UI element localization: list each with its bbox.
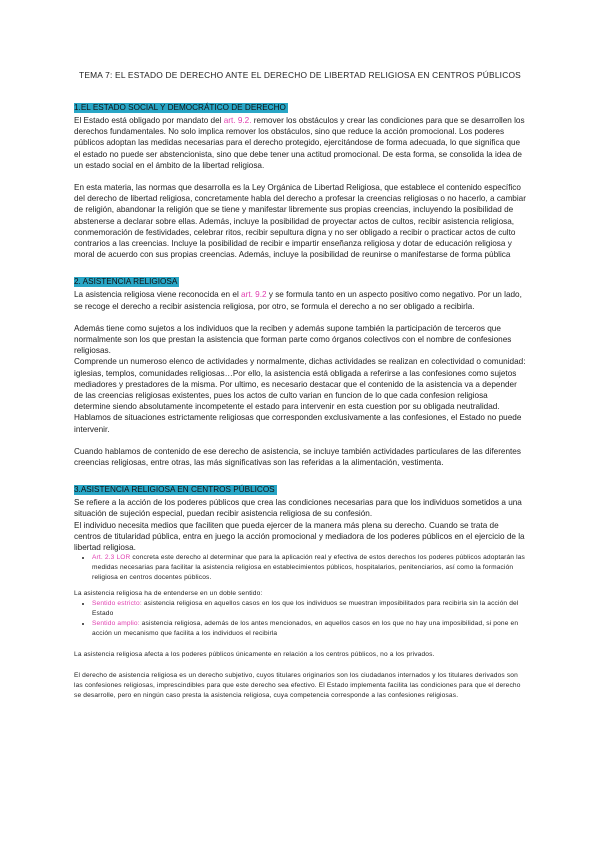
article-link[interactable]: Art. 2.3 LOR (92, 554, 131, 562)
list-item (92, 553, 526, 583)
text-run: asistencia religiosa, además de los antes mencionados, en aquellos casos en los que no hay una imposibilidad, si pone en acción un mecanismo que facilita a los individuos el recibirla (92, 620, 519, 638)
section-1-paragraph-2: En esta materia, las normas que desarrolla es la Ley Orgánica de Libertad Religiosa, que establece el contenido específico del derecho de libertad religiosa, concretamente habla del derecho a profesar la creencias religiosas o no hacerlo, a cambiar de religión, abandonar la religión que se tiene y manifestar libremente sus propias creencias, incluyendo la posibilidad de abstenerse a declarar sobre ellas. Además, incluye la posibilidad de proyectar actos de cultos, recibir asistencia religiosa, conmemoración de festividades, celebrar ritos, recibir sepultura digna y no ser obligado a recibir o practicar actos de culto contrarios a las creencias. Incluye la posibilidad de recibir e impartir enseñanza religiosa y dotar de educación religiosa y moral de acuerdo con sus propias creencias. Además, incluye la posibilidad de reunirse o manifestarse de forma pública (74, 183, 526, 260)
text-run: y se formula tanto en un aspecto positivo como negativo. Por un lado, se recoge el derecho a recibir asistencia religiosa, por otro, se formula el derecho a no ser obligado a recibirla. (74, 290, 522, 311)
text-run: concreta este derecho al determinar que para la aplicación real y efectiva de estos derechos los poderes públicos adoptarán las medidas necesarias para facilitar la asistencia religiosa en establecimientos públicos, hospitalarios, penitenciarios, así como la formación religiosa en centros docentes públicos. (92, 554, 525, 582)
section-2-heading: 2. ASISTENCIA RELIGIOSA (74, 277, 178, 287)
section-1-paragraph-1 (74, 115, 526, 171)
list-item (92, 599, 526, 619)
section-3-paragraph-3: La asistencia religiosa ha de entenderse en un doble sentido: (74, 590, 263, 598)
term-label: Sentido estricto: (92, 600, 142, 608)
section-3 (74, 479, 526, 701)
text-run: El Estado está obligado por mandato del (74, 116, 224, 125)
text-run: remover los obstáculos y crear las condiciones para que se desarrollen los derechos fundamentales. No solo implica remover los obstáculos, sino que reduce la acción promocional. Los poderes públicos adoptan las medidas necesarias para el derecho protegido, ejercitándose de forma adecuada, lo que significa que el estado no puede ser abstencionista, sino que debe tener una actitud promocional. De esta forma, se consolida la idea de un estado social en el ámbito de la libertad religiosa. (74, 116, 525, 170)
section-1-heading: 1.EL ESTADO SOCIAL Y DEMOCRÁTICO DE DERECHO (74, 103, 286, 112)
section-3-paragraph-1: Se refiere a la acción de los poderes públicos que crea las condiciones necesarias para que los individuos sometidos a una situación de sujeción especial, puedan recibir asistencia religiosa de su confesión. (74, 498, 522, 519)
text-run: asistencia religiosa en aquellos casos en los que los individuos se muestran imposibilitados para recibirla sin la acción del Estado (92, 600, 519, 618)
article-link[interactable]: art. 9.2 (241, 290, 267, 300)
list-item (92, 619, 526, 639)
section-3-paragraph-5: El derecho de asistencia religiosa es un derecho subjetivo, cuyos titulares originarios son los ciudadanos internados y los titulares derivados son las confesiones religiosas, imprescindibles para que este derecho sea efectivo. El Estado implementa facilita las condiciones para que el derecho se desarrolle, pero en ningún caso presta la asistencia religiosa, cuya competencia corresponde a las confesiones religiosas. (74, 672, 521, 700)
section-3-paragraph-2: El individuo necesita medios que faciliten que pueda ejercer de la manera más plena su derecho. Cuando se trata de centros de titularidad pública, entra en juego la acción promocional y mediadora de los poderes públicos en el ejercicio de la libertad religiosa. (74, 520, 525, 553)
section-2-paragraph-1 (74, 289, 526, 311)
section-2 (74, 271, 526, 468)
section-3-list-1 (74, 553, 526, 583)
document-title: TEMA 7: EL ESTADO DE DERECHO ANTE EL DERECHO DE LIBERTAD RELIGIOSA EN CENTROS PÚBLICOS (79, 70, 521, 80)
term-label: Sentido amplio: (92, 620, 140, 628)
article-link[interactable]: art. 9.2. (223, 116, 252, 125)
section-3-list-2 (74, 599, 526, 639)
text-run: La asistencia religiosa viene reconocida en el (74, 290, 242, 300)
section-2-paragraph-4: Cuando hablamos de contenido de ese derecho de asistencia, se incluye también actividades particulares de las diferentes creencias religiosas, entre otras, las más significativas son las referidas a la alimentación, vestimenta. (74, 446, 521, 468)
section-3-heading: 3.ASISTENCIA RELIGIOSA EN CENTROS PÚBLICOS (74, 485, 275, 495)
section-3-paragraph-4: La asistencia religiosa afecta a los poderes públicos únicamente en relación a los centros públicos, no a los privados. (74, 651, 435, 659)
section-1 (74, 97, 526, 260)
section-2-paragraph-3: Comprende un numeroso elenco de actividades y normalmente, dichas actividades se realizan en colectividad o comunidad: iglesias, templos, comunidades religiosas…Por ello, la asistencia está obligada a referirse a las confesiones como sujetos mediadores y prestadores de la misma. Por ultimo, es necesario destacar que el contenido de la asistencia va a depender de las creencias religiosas existentes, pues los actos de culto varian en funcion de lo que cada confesion religiosa determine siendo absolutamente incompetente el estado para intervenir en esta cuestion por su obligada neutralidad. Hablamos de situaciones estrictamente religiosas que corresponden exclusivamente a las confesiones, el Estado no puede intervenir. (74, 357, 526, 434)
section-2-paragraph-2: Además tiene como sujetos a los individuos que la reciben y además supone también la participación de terceros que normalmente son los que prestan la asistencia que forman parte como órganos colectivos con el nombre de confesiones religiosas. (74, 323, 512, 356)
document-page (74, 70, 526, 701)
